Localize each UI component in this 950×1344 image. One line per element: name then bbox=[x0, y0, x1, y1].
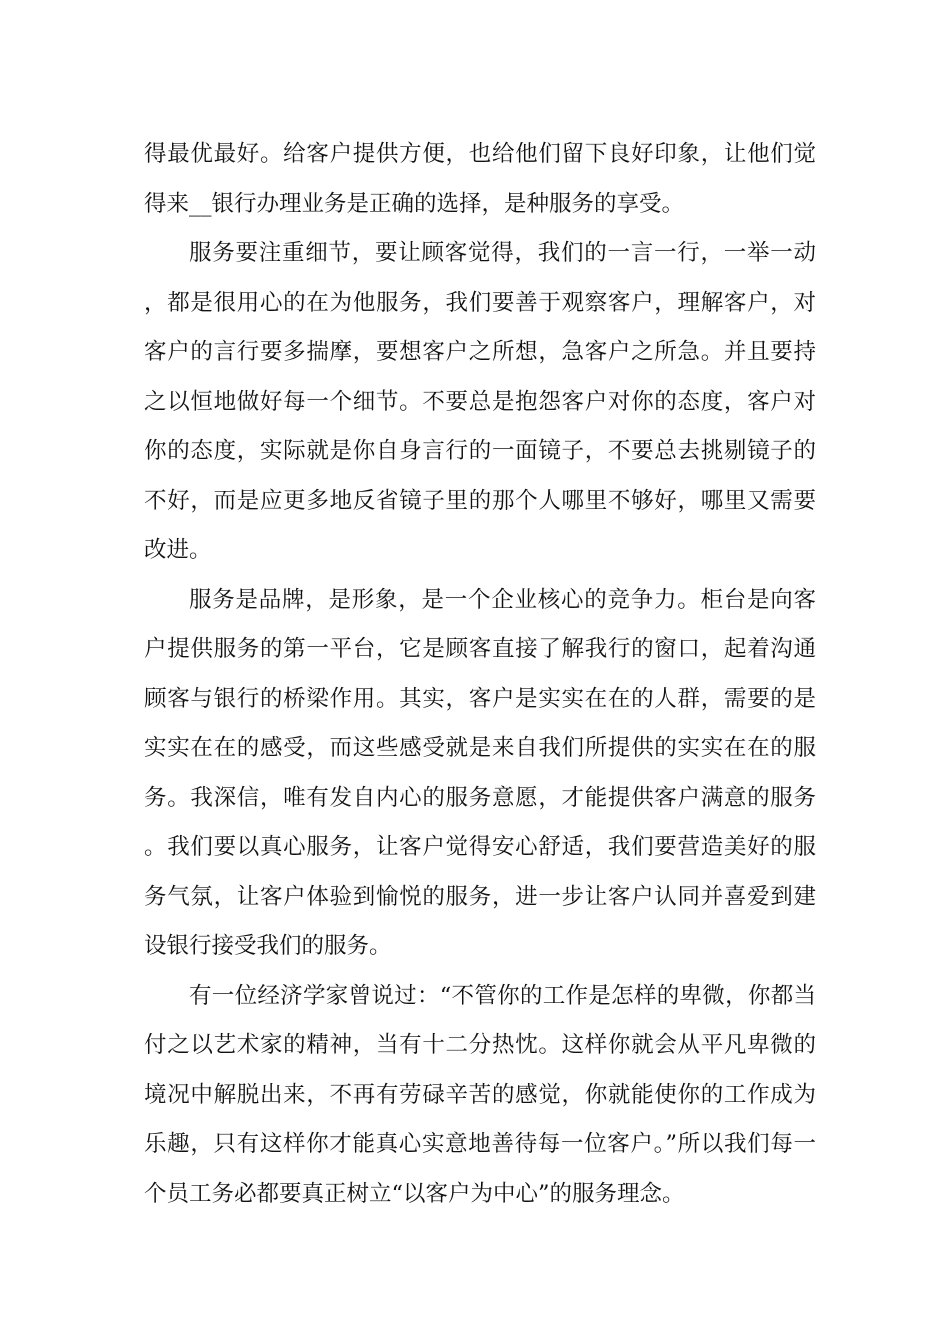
paragraph-2: 服务要注重细节，要让顾客觉得，我们的一言一行，一举一动，都是很用心的在为他服务，我们要善于观察客户，理解客户，对客户的言行要多揣摩，要想客户之所想，急客户之所急。并且要持之以恒地做好每一个细节。不要总是抱怨客户对你的态度，客户对你的态度，实际就是你自身言行的一面镜子，不要总去挑剔镜子的不好，而是应更多地反省镜子里的那个人哪里不够好，哪里又需要改进。 bbox=[144, 240, 816, 563]
paragraph-4: 有一位经济学家曾说过：“不管你的工作是怎样的卑微，你都当付之以艺术家的精神，当有十二分热忱。这样你就会从平凡卑微的境况中解脱出来，不再有劳碌辛苦的感觉，你就能使你的工作成为乐趣，只有这样你才能真心实意地善待每一位客户。”所以我们每一个员工务必都要真正树立“以客户为中心”的服务理念。 bbox=[144, 982, 816, 1207]
paragraph-3: 服务是品牌，是形象，是一个企业核心的竞争力。柜台是向客户提供服务的第一平台，它是顾客直接了解我行的窗口，起着沟通顾客与银行的桥梁作用。其实，客户是实实在在的人群，需要的是实实在在的感受，而这些感受就是来自我们所提供的实实在在的服务。我深信，唯有发自内心的服务意愿，才能提供客户满意的服务。我们要以真心服务，让客户觉得安心舒适，我们要营造美好的服务气氛，让客户体验到愉悦的服务，进一步让客户认同并喜爱到建设银行接受我们的服务。 bbox=[144, 586, 816, 959]
paragraph-1: 得最优最好。给客户提供方便，也给他们留下良好印象，让他们觉得来__银行办理业务是正确的选择，是种服务的享受。 bbox=[144, 141, 816, 217]
document-body bbox=[144, 130, 816, 1219]
